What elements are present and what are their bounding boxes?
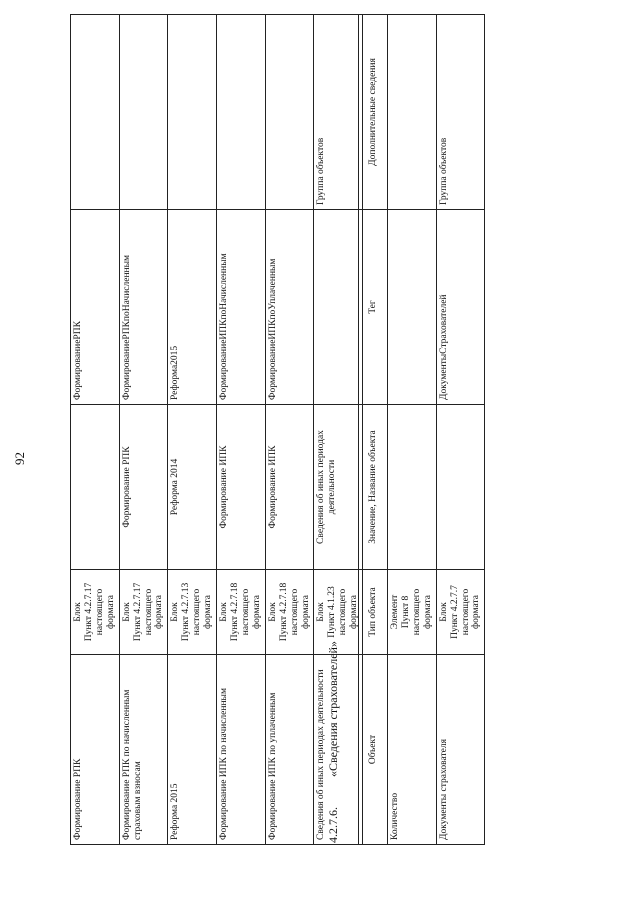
tag-cell: ФормированиеРПК: [71, 210, 120, 405]
tag-cell: ФормированиеИПКпоНачисленным: [217, 210, 266, 405]
type-line: Пункт 4.2.7.13: [181, 582, 192, 642]
type-cell: [217, 570, 266, 655]
type-line: формата: [422, 595, 433, 629]
type-line: Элемент: [390, 594, 400, 630]
object-cell: Формирование РПК по начисленным страховым взносам: [119, 655, 168, 845]
type-line: Пункт 4.2.7.17: [83, 582, 94, 642]
tag-cell: [314, 210, 363, 405]
type-line: Пункт 4.2.7.18: [278, 582, 289, 642]
type-line: настоящего формата: [192, 588, 214, 636]
value-cell: [436, 405, 485, 570]
object-cell: Сведения об иных периодах деятельности: [314, 655, 363, 845]
type-line: Пункт 4.1.23: [327, 586, 338, 638]
info-cell: Группа объектов: [314, 15, 363, 210]
info-cell: [71, 15, 120, 210]
info-cell: [388, 15, 437, 210]
table-row: [217, 15, 266, 845]
type-line: настоящего формата: [338, 588, 360, 636]
objects-table: [70, 14, 363, 845]
table-row: [436, 15, 485, 845]
info-cell: [265, 15, 314, 210]
page-number: 92: [12, 452, 27, 465]
info-cell: Группа объектов: [436, 15, 485, 210]
type-line: настоящего формата: [460, 588, 482, 636]
value-cell: Реформа 2014: [168, 405, 217, 570]
value-cell: [71, 405, 120, 570]
type-line: Блок: [170, 602, 181, 622]
tag-cell: ФормированиеРПКпоНачисленным: [119, 210, 168, 405]
type-line: Пункт 4.2.7.7: [449, 585, 460, 639]
header-value: Значение, Название объекта: [359, 405, 388, 570]
type-line: настоящего формата: [94, 588, 116, 636]
tag-cell: Реформа2015: [168, 210, 217, 405]
section-name: «Сведения страхователей»: [326, 641, 340, 777]
header-info: Дополнительные сведения: [359, 15, 388, 210]
object-cell: Документы страхователя: [436, 655, 485, 845]
type-cell: [71, 570, 120, 655]
table-row: [168, 15, 217, 845]
info-cell: [168, 15, 217, 210]
type-line: Блок: [438, 602, 449, 622]
header-type: Тип объекта: [359, 570, 388, 655]
type-line: Пункт 8 настоящего: [400, 588, 422, 636]
tag-cell: ДокументыСтрахователей: [436, 210, 485, 405]
value-cell: Формирование РПК: [119, 405, 168, 570]
info-cell: [217, 15, 266, 210]
type-cell: [265, 570, 314, 655]
type-line: Блок: [73, 602, 83, 622]
table-row: [265, 15, 314, 845]
type-cell: [119, 570, 168, 655]
object-cell: Реформа 2015: [168, 655, 217, 845]
type-line: Пункт 4.2.7.18: [229, 582, 240, 642]
type-line: Пункт 4.2.7.17: [132, 582, 143, 642]
type-line: настоящего формата: [240, 588, 262, 636]
table-row: [388, 15, 437, 845]
section-number: 4.2.7.6.: [326, 807, 340, 843]
type-cell: [168, 570, 217, 655]
type-line: Блок: [316, 602, 327, 622]
value-cell: Формирование ИПК: [265, 405, 314, 570]
table-header-row: [359, 15, 388, 845]
value-cell: Формирование ИПК: [217, 405, 266, 570]
section-title: [326, 641, 341, 843]
value-cell: [388, 405, 437, 570]
header-tag: Тег: [359, 210, 388, 405]
table-row: [71, 15, 120, 845]
table-row: [119, 15, 168, 845]
object-cell: Количество: [388, 655, 437, 845]
type-line: Блок: [219, 602, 230, 622]
header-object: Объект: [359, 655, 388, 845]
insurers-table: [358, 14, 485, 845]
type-line: Блок: [121, 602, 132, 622]
tag-cell: ФормированиеИПКпоУплаченным: [265, 210, 314, 405]
object-cell: Формирование ИПК по уплаченным: [265, 655, 314, 845]
object-cell: Формирование РПК: [71, 655, 120, 845]
type-line: Блок: [267, 602, 278, 622]
type-cell: [436, 570, 485, 655]
tag-cell: [388, 210, 437, 405]
type-line: настоящего формата: [289, 588, 311, 636]
value-cell: Сведения об иных периодах деятельности: [314, 405, 363, 570]
object-cell: Формирование ИПК по начисленным: [217, 655, 266, 845]
info-cell: [119, 15, 168, 210]
type-line: настоящего формата: [143, 588, 165, 636]
type-cell: [388, 570, 437, 655]
